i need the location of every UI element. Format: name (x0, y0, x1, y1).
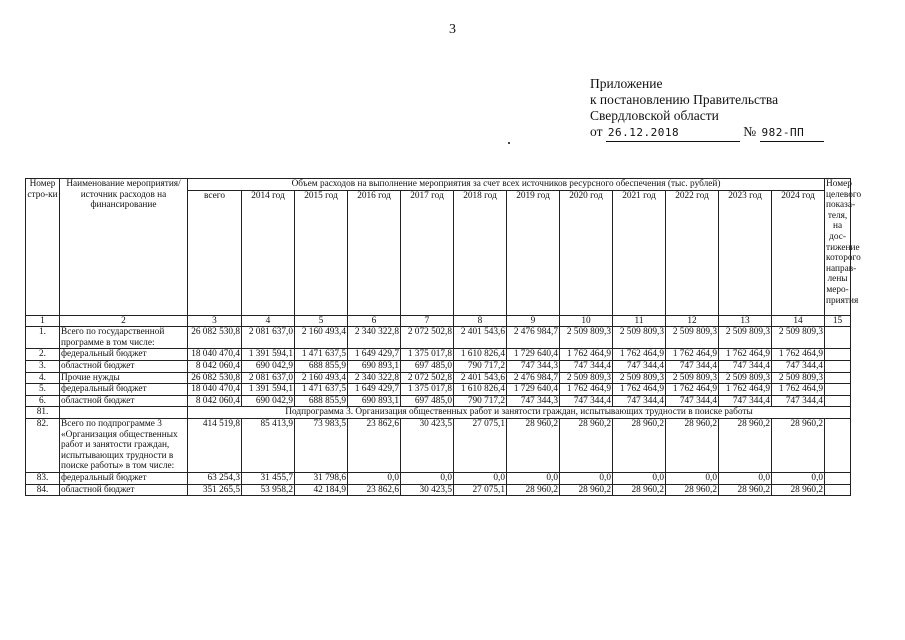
row-name: областной бюджет (60, 360, 188, 372)
row-value: 688 855,9 (295, 395, 348, 407)
row-value: 351 265,5 (188, 484, 242, 496)
row-value: 1 762 464,9 (613, 349, 666, 361)
row-value: 1 762 464,9 (772, 384, 825, 396)
header-year: 2017 год (401, 190, 454, 315)
column-number: 14 (772, 315, 825, 327)
row-name: областной бюджет (60, 484, 188, 496)
row-value: 747 344,3 (507, 360, 560, 372)
row-value: 1 762 464,9 (666, 384, 719, 396)
header-year: 2022 год (666, 190, 719, 315)
row-value: 690 042,9 (242, 360, 295, 372)
header-year: 2014 год (242, 190, 295, 315)
row-value: 1 375 017,8 (401, 384, 454, 396)
row-value: 23 862,6 (348, 418, 401, 472)
from-label: от (590, 124, 603, 139)
column-number: 11 (613, 315, 666, 327)
row-value: 2 509 809,3 (666, 327, 719, 349)
row-value: 0,0 (719, 472, 772, 484)
number-label: № (743, 124, 757, 139)
row-value: 26 082 530,8 (188, 327, 242, 349)
row-value: 0,0 (401, 472, 454, 484)
row-value: 0,0 (666, 472, 719, 484)
row-name: Всего по государственной программе в том числе: (60, 327, 188, 349)
table-row (26, 384, 851, 396)
column-number: 8 (454, 315, 507, 327)
row-value: 747 344,4 (719, 395, 772, 407)
row-value: 2 476 984,7 (507, 372, 560, 384)
row-value: 790 717,2 (454, 395, 507, 407)
row-name (60, 407, 188, 419)
row-name: федеральный бюджет (60, 384, 188, 396)
row-value: 73 983,5 (295, 418, 348, 472)
row-value: 31 455,7 (242, 472, 295, 484)
row-value: 1 610 826,4 (454, 384, 507, 396)
appendix-line-1: Приложение (590, 76, 663, 91)
row-value: 18 040 470,4 (188, 384, 242, 396)
row-value: 0,0 (613, 472, 666, 484)
row-indicator (825, 418, 851, 472)
header-name: Наименование мероприятия/ источник расходов на финансирование (60, 179, 188, 316)
row-value: 1 649 429,7 (348, 349, 401, 361)
row-value: 2 340 322,8 (348, 327, 401, 349)
row-value: 0,0 (507, 472, 560, 484)
table-row (26, 472, 851, 484)
header-year: 2016 год (348, 190, 401, 315)
row-value: 2 401 543,6 (454, 372, 507, 384)
row-value: 28 960,2 (666, 418, 719, 472)
row-value: 1 649 429,7 (348, 384, 401, 396)
row-name: федеральный бюджет (60, 349, 188, 361)
header-row-number: Номер стро-ки (26, 179, 60, 316)
row-value: 0,0 (560, 472, 613, 484)
row-value: 414 519,8 (188, 418, 242, 472)
row-value: 2 509 809,3 (772, 372, 825, 384)
row-value: 1 762 464,9 (719, 349, 772, 361)
row-value: 27 075,1 (454, 484, 507, 496)
row-value: 1 729 640,4 (507, 384, 560, 396)
row-indicator (825, 349, 851, 361)
row-value: 1 762 464,9 (560, 349, 613, 361)
row-indicator (825, 327, 851, 349)
row-value: 747 344,4 (772, 360, 825, 372)
row-value: 690 042,9 (242, 395, 295, 407)
row-value: 0,0 (454, 472, 507, 484)
subprogram-row (26, 407, 851, 419)
row-value: 28 960,2 (666, 484, 719, 496)
table-row (26, 418, 851, 472)
row-value: 697 485,0 (401, 395, 454, 407)
column-numbers-row (26, 315, 851, 327)
row-value: 747 344,4 (666, 360, 719, 372)
row-value: 690 893,1 (348, 395, 401, 407)
row-value: 1 471 637,5 (295, 384, 348, 396)
row-name: федеральный бюджет (60, 472, 188, 484)
row-value: 28 960,2 (613, 484, 666, 496)
row-number: 3. (26, 360, 60, 372)
column-number: 9 (507, 315, 560, 327)
row-value: 85 413,9 (242, 418, 295, 472)
row-value: 2 081 637,0 (242, 327, 295, 349)
row-value: 30 423,5 (401, 484, 454, 496)
row-value: 31 798,6 (295, 472, 348, 484)
row-indicator (825, 360, 851, 372)
row-value: 1 375 017,8 (401, 349, 454, 361)
row-value: 2 509 809,3 (560, 327, 613, 349)
row-indicator (825, 472, 851, 484)
expenses-table (25, 178, 862, 496)
appendix-line-2: к постановлению Правительства (590, 92, 779, 107)
row-value: 2 072 502,8 (401, 327, 454, 349)
row-value: 690 893,1 (348, 360, 401, 372)
row-number: 2. (26, 349, 60, 361)
row-value: 2 401 543,6 (454, 327, 507, 349)
row-value: 42 184,9 (295, 484, 348, 496)
row-value: 790 717,2 (454, 360, 507, 372)
row-value: 747 344,4 (560, 395, 613, 407)
row-number: 4. (26, 372, 60, 384)
column-number: 5 (295, 315, 348, 327)
row-number: 82. (26, 418, 60, 472)
row-value: 28 960,2 (613, 418, 666, 472)
column-number: 13 (719, 315, 772, 327)
appendix-block (590, 76, 824, 142)
row-indicator (825, 484, 851, 496)
row-value: 63 254,3 (188, 472, 242, 484)
row-number: 84. (26, 484, 60, 496)
column-number: 10 (560, 315, 613, 327)
row-value: 23 862,6 (348, 484, 401, 496)
row-value: 2 072 502,8 (401, 372, 454, 384)
page-number: 3 (449, 22, 456, 37)
row-indicator (825, 384, 851, 396)
row-value: 1 762 464,9 (560, 384, 613, 396)
row-value: 688 855,9 (295, 360, 348, 372)
resolution-number: 982-ПП (760, 125, 824, 142)
row-value: 27 075,1 (454, 418, 507, 472)
row-value: 747 344,4 (613, 360, 666, 372)
table-row (26, 395, 851, 407)
header-year: 2015 год (295, 190, 348, 315)
row-value: 2 160 493,4 (295, 327, 348, 349)
row-value: 2 340 322,8 (348, 372, 401, 384)
row-value: 1 762 464,9 (613, 384, 666, 396)
row-value: 697 485,0 (401, 360, 454, 372)
column-number: 12 (666, 315, 719, 327)
subprogram-title: Подпрограмма 3. Организация общественных работ и занятости граждан, испытывающих трудности в поиске работы (188, 407, 851, 419)
row-value: 1 391 594,1 (242, 384, 295, 396)
table-row (26, 372, 851, 384)
header-year: всего (188, 190, 242, 315)
appendix-line-3: Свердловской области (590, 108, 719, 123)
row-indicator (825, 395, 851, 407)
header-year: 2021 год (613, 190, 666, 315)
appendix-date-line (590, 124, 824, 142)
row-value: 28 960,2 (772, 418, 825, 472)
row-value: 8 042 060,4 (188, 360, 242, 372)
row-value: 0,0 (772, 472, 825, 484)
row-value: 0,0 (348, 472, 401, 484)
column-number: 1 (26, 315, 60, 327)
row-name: областной бюджет (60, 395, 188, 407)
column-number: 6 (348, 315, 401, 327)
row-value: 26 082 530,8 (188, 372, 242, 384)
row-value: 28 960,2 (719, 484, 772, 496)
row-value: 28 960,2 (560, 418, 613, 472)
row-number: 81. (26, 407, 60, 419)
row-value: 8 042 060,4 (188, 395, 242, 407)
row-value: 1 762 464,9 (666, 349, 719, 361)
header-year: 2018 год (454, 190, 507, 315)
resolution-date: 26.12.2018 (606, 125, 740, 142)
row-value: 18 040 470,4 (188, 349, 242, 361)
header-year: 2019 год (507, 190, 560, 315)
row-value: 28 960,2 (560, 484, 613, 496)
column-number: 7 (401, 315, 454, 327)
header-year: 2020 год (560, 190, 613, 315)
table-body (26, 179, 862, 496)
column-number: 3 (188, 315, 242, 327)
row-value: 1 471 637,5 (295, 349, 348, 361)
row-value: 747 344,4 (560, 360, 613, 372)
row-name: Прочие нужды (60, 372, 188, 384)
row-value: 2 509 809,3 (719, 372, 772, 384)
row-value: 1 391 594,1 (242, 349, 295, 361)
row-value: 1 762 464,9 (772, 349, 825, 361)
header-year: 2023 год (719, 190, 772, 315)
header-year: 2024 год (772, 190, 825, 315)
column-number: 15 (825, 315, 851, 327)
row-value: 2 509 809,3 (560, 372, 613, 384)
table-row (26, 327, 851, 349)
row-number: 5. (26, 384, 60, 396)
row-value: 2 509 809,3 (613, 327, 666, 349)
column-number: 4 (242, 315, 295, 327)
row-value: 2 476 984,7 (507, 327, 560, 349)
table-row (26, 349, 851, 361)
scan-speck (508, 142, 510, 144)
row-value: 28 960,2 (507, 484, 560, 496)
header-expenses-title: Объем расходов на выполнение мероприятия за счет всех источников ресурсного обеспечения (тыс. рублей) (188, 179, 825, 191)
header-row (26, 179, 851, 191)
row-value: 747 344,4 (772, 395, 825, 407)
table-row (26, 484, 851, 496)
row-value: 2 509 809,3 (772, 327, 825, 349)
row-value: 53 958,2 (242, 484, 295, 496)
row-number: 6. (26, 395, 60, 407)
row-value: 28 960,2 (719, 418, 772, 472)
row-name: Всего по подпрограмме 3 «Организация общественных работ и занятости граждан, испытывающих трудности в поиске работы» в том числе: (60, 418, 188, 472)
row-value: 28 960,2 (772, 484, 825, 496)
row-indicator (825, 372, 851, 384)
row-value: 747 344,3 (507, 395, 560, 407)
row-value: 747 344,4 (666, 395, 719, 407)
row-number: 83. (26, 472, 60, 484)
row-value: 28 960,2 (507, 418, 560, 472)
row-value: 747 344,4 (613, 395, 666, 407)
row-value: 1 610 826,4 (454, 349, 507, 361)
row-value: 747 344,4 (719, 360, 772, 372)
row-value: 2 509 809,3 (666, 372, 719, 384)
row-value: 2 081 637,0 (242, 372, 295, 384)
row-value: 30 423,5 (401, 418, 454, 472)
row-value: 1 762 464,9 (719, 384, 772, 396)
row-value: 2 160 493,4 (295, 372, 348, 384)
column-number: 2 (60, 315, 188, 327)
header-indicator: Номер целевого показа-теля, на дос-тижение которого направ-лены меро-приятия (825, 179, 851, 316)
row-value: 2 509 809,3 (613, 372, 666, 384)
row-value: 2 509 809,3 (719, 327, 772, 349)
table-row (26, 360, 851, 372)
row-value: 1 729 640,4 (507, 349, 560, 361)
row-number: 1. (26, 327, 60, 349)
